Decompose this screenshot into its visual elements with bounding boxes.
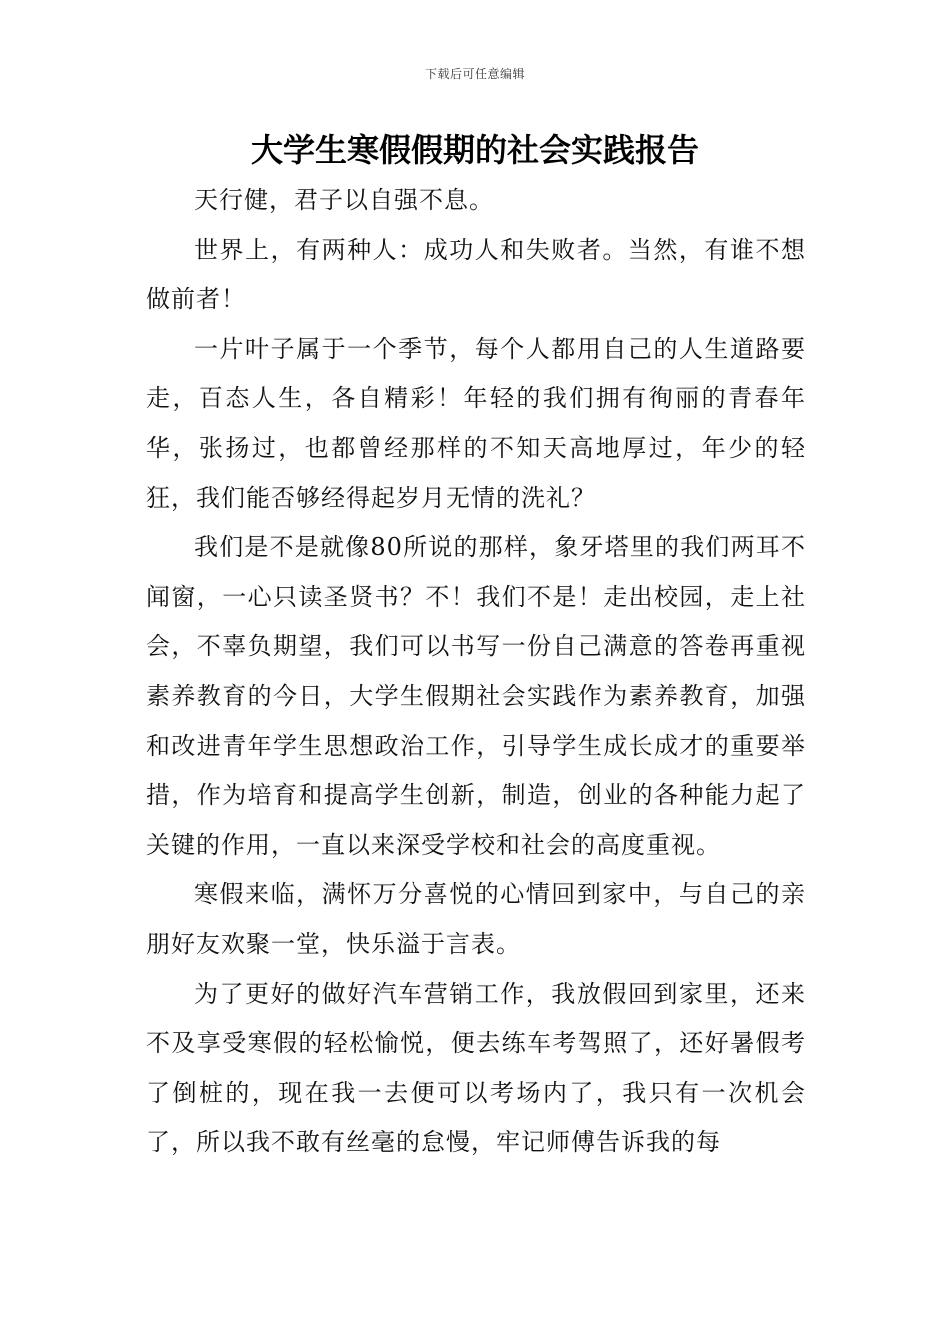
document-title: 大学生寒假假期的社会实践报告: [250, 131, 699, 169]
header-note: 下载后可任意编辑: [424, 67, 525, 81]
paragraph: 世界上，有两种人：成功人和失败者。当然，有谁不想做前者！: [146, 235, 806, 314]
paragraph: 我们是不是就像80所说的那样，象牙塔里的我们两耳不闻窗，一心只读圣贤书？不！我们不是！走出校园，走上社会，不辜负期望，我们可以书写一份自己满意的答卷再重视素养教育的今日，大学生假期社会实践作为素养教育，加强和改进青年学生思想政治工作，引导学生成长成才的重要举措，作为培育和提高学生创新，制造，创业的各种能力起了关键的作用，一直以来深受学校和社会的高度重视。: [146, 533, 806, 859]
paragraph: 为了更好的做好汽车营销工作，我放假回到家里，还来不及享受寒假的轻松愉悦，便去练车考驾照了，还好暑假考了倒桩的，现在我一去便可以考场内了，我只有一次机会了，所以我不敢有丝毫的怠慢，牢记师傅告诉我的每: [146, 979, 806, 1157]
paragraph: 一片叶子属于一个季节，每个人都用自己的人生道路要走，百态人生，各自精彩！年轻的我们拥有徇丽的青春年华，张扬过，也都曾经那样的不知天高地厚过，年少的轻狂，我们能否够经得起岁月无情的洗礼？: [146, 334, 806, 512]
paragraph: 天行健，君子以自强不息。: [194, 186, 494, 214]
document-body: [146, 176, 806, 1168]
paragraph: 寒假来临，满怀万分喜悦的心情回到家中，与自己的亲朋好友欢聚一堂，快乐溢于言表。: [146, 880, 806, 958]
